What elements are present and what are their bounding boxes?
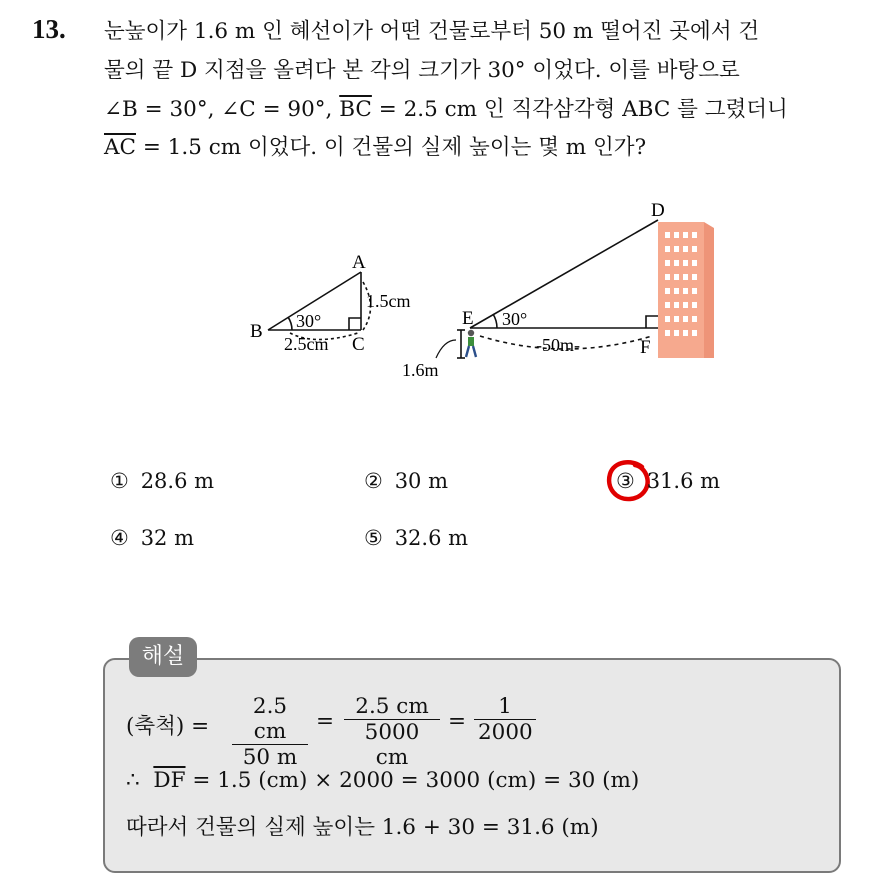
bc-length-label: 2.5cm [284,334,329,354]
fraction-2-denominator: 5000 cm [364,720,420,770]
fraction-3-denominator: 2000 [478,720,533,745]
ac-text: = 1.5 cm 이었다. 이 건물의 실제 높이는 몇 m 인가? [142,135,647,160]
choice-4-mark: ④ [110,526,129,550]
segment-ac: $\overline{AC}$ [104,135,136,160]
choice-1-text: 28.6 m [140,469,215,493]
choice-5-mark: ⑤ [364,526,383,550]
ac-length-label: 1.5cm [366,291,411,311]
fraction-1 [232,694,308,770]
choice-2[interactable] [364,469,448,493]
person-figure [466,330,476,357]
segment-bc: $\overline{BC}$ [339,97,372,122]
choice-4-text: 32 m [140,526,194,550]
large-angle-label: 30° [502,309,528,329]
fraction-3-numerator: 1 [498,694,512,719]
triangle-figure [0,190,884,390]
equals-1: = [316,709,335,734]
bc-text: = 2.5 cm 인 직각삼각형 ABC 를 그렸더니 [378,97,788,122]
therefore-symbol: ∴ [126,768,140,793]
eye-height-label: 1.6m [402,360,439,380]
choice-3-text: 31.6 m [646,469,721,493]
fraction-1-numerator: 2.5 cm [252,694,288,744]
choice-4[interactable] [110,526,194,550]
label-b: B [250,321,263,342]
choice-3[interactable] [616,469,720,493]
solution-line-2-rest: = 1.5 (cm) × 2000 = 3000 (cm) = 30 (m) [192,768,640,793]
question-number: 13. [32,14,66,44]
label-e: E [462,308,474,329]
label-a: A [352,252,366,273]
choice-2-mark: ② [364,469,383,493]
choice-3-mark: ③ [616,469,635,493]
fraction-2 [344,694,440,770]
choice-5-text: 32.6 m [394,526,469,550]
building [658,222,714,358]
choice-2-text: 30 m [394,469,448,493]
label-d: D [651,200,665,221]
choice-1-mark: ① [110,469,129,493]
question-line-3 [104,92,788,123]
solution-line-3: 따라서 건물의 실제 높이는 1.6 + 30 = 31.6 (m) [126,815,599,840]
question-line-4 [104,130,646,161]
segment-df: $\overline{DF}$ [153,768,186,793]
solution-tab: 해설 [129,637,197,677]
solution-line-2 [126,768,639,793]
choice-1[interactable] [110,469,214,493]
fraction-2-numerator: 2.5 cm [355,694,429,719]
angle-text: ∠B = 30°, ∠C = 90°, [104,97,333,122]
question-line-1: 눈높이가 1.6 m 인 혜선이가 어떤 건물로부터 50 m 떨어진 곳에서 건 [104,19,760,44]
choice-5[interactable] [364,526,468,550]
small-angle-label: 30° [296,311,322,331]
scale-label: (축척) = [126,714,210,739]
equals-2: = [448,709,467,734]
label-c: C [352,334,365,355]
label-f: F [640,337,651,358]
question-line-2: 물의 끝 D 지점을 올려다 본 각의 크기가 30° 이었다. 이를 바탕으로 [104,58,740,83]
distance-label: -50m- [536,335,580,355]
fraction-3 [474,694,536,745]
fraction-1-denominator: 50 m [242,745,298,770]
